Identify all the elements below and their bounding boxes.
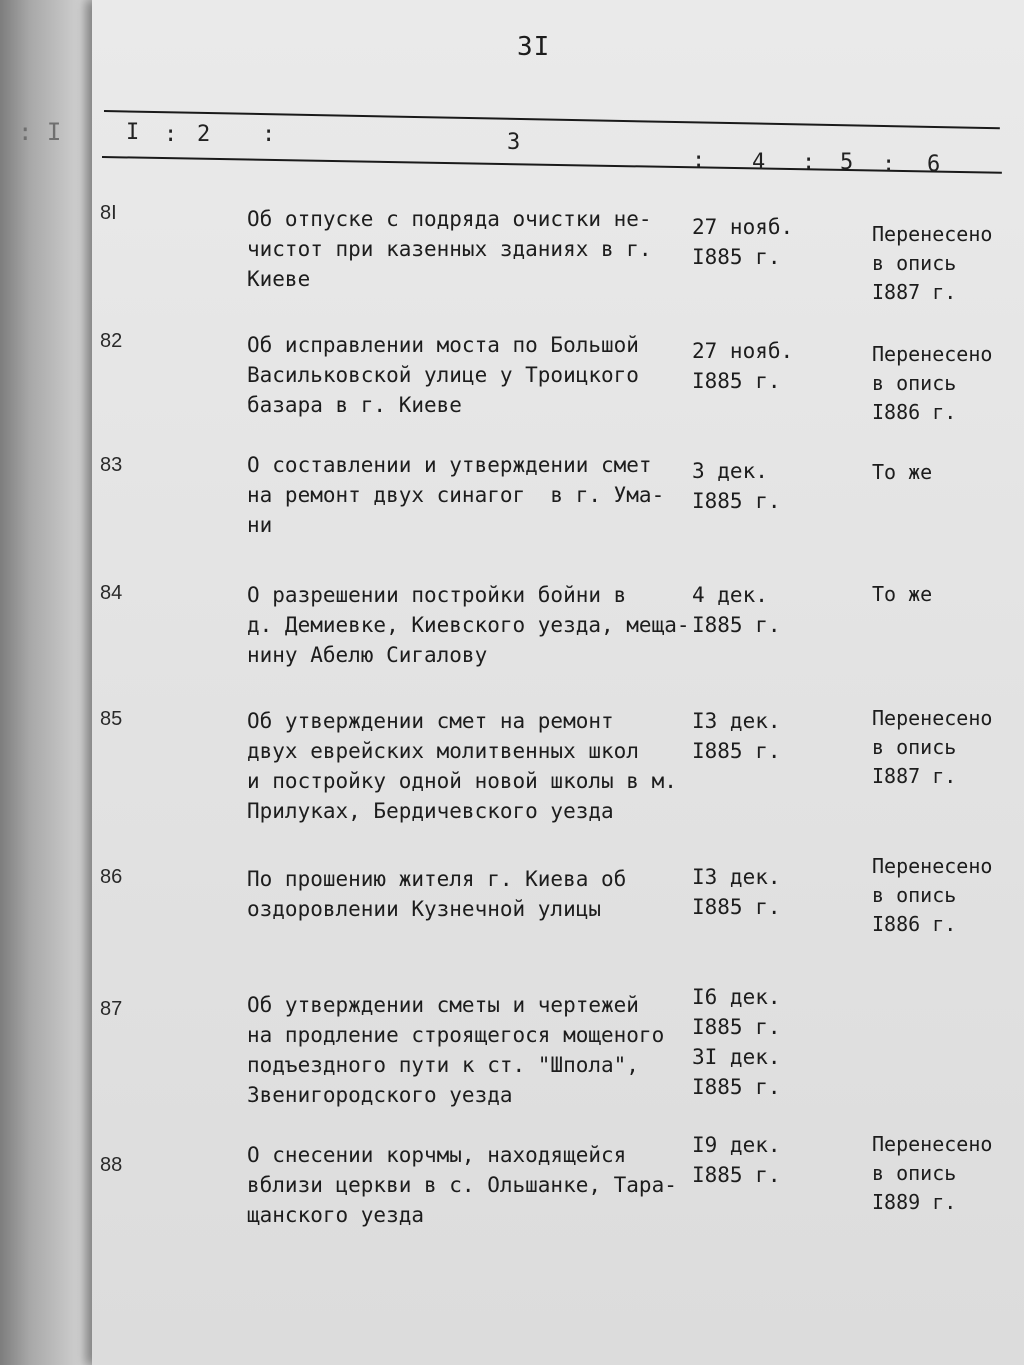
entry-description: Об утверждении смет на ремонт двух еврейских молитвенных школ и постройку одной новой школы в м. Прилуках, Бердичевского уезда [247,709,677,823]
header-rule-bottom [102,156,1002,174]
entry-description: О снесении корчмы, находящейся вблизи церкви в с. Ольшанке, Тара- щанского уезда [247,1143,677,1227]
column-header-2: 2 [197,122,211,147]
column-header-1: I [126,120,140,145]
entry-date: 3 дек. I885 г. [692,459,781,513]
underlying-page-mark: : I [18,118,62,146]
entry-date: I6 дек. I885 г. 3I дек. I885 г. [692,985,781,1099]
column-header-sep-5: : [882,152,896,177]
entry-number: 87 [100,998,123,1020]
column-header-5: 5 [840,150,854,175]
entry-date: 27 нояб. I885 г. [692,339,794,393]
column-header-3: 3 [507,130,521,155]
entry-description: О составлении и утверждении смет на ремонт двух синагог в г. Ума- ни [247,453,665,537]
entry-note: Перенесено в опись I889 г. [872,1132,993,1214]
entry-description: Об утверждении сметы и чертежей на продление строящегося мощеного подъездного пути к ст. "Шпола", Звенигородского уезда [247,993,665,1107]
entry-number: 8I [100,202,117,224]
column-header-sep-4: : [802,150,816,175]
page-number: 3I [517,32,551,62]
entry-description: По прошению жителя г. Киева об оздоровлении Кузнечной улицы [247,867,627,921]
column-header-sep-1: : [164,122,178,147]
entry-description: Об отпуске с подряда очистки не- чистот при казенных зданиях в г. Киеве [247,207,652,291]
entry-note: Перенесено в опись I886 г. [872,854,993,936]
entry-note: Перенесено в опись I886 г. [872,342,993,424]
entry-date: I3 дек. I885 г. [692,709,781,763]
column-header-sep-3: : [692,148,706,173]
entry-description: Об исправлении моста по Большой Васильковской улице у Троицкого базара в г. Киеве [247,333,639,417]
entry-note: Перенесено в опись I887 г. [872,706,993,788]
entry-number: 88 [100,1154,123,1176]
column-header-4: 4 [752,150,766,175]
entry-description: О разрешении постройки бойни в д. Демиевке, Киевского уезда, меща- нину Абелю Сигалову [247,583,690,667]
entry-number: 85 [100,708,123,730]
entry-number: 84 [100,582,123,604]
entry-date: I9 дек. I885 г. [692,1133,781,1187]
entry-number: 86 [100,866,123,888]
header-rule-top [104,110,1000,129]
column-header-6: 6 [927,152,941,177]
entry-number: 83 [100,454,123,476]
entry-date: I3 дек. I885 г. [692,865,781,919]
entry-date: 27 нояб. I885 г. [692,215,794,269]
entry-note: То же [872,582,933,606]
entry-note: То же [872,460,933,484]
entry-date: 4 дек. I885 г. [692,583,781,637]
entry-note: Перенесено в опись I887 г. [872,222,993,304]
archive-inventory-page [92,0,1024,1365]
entry-number: 82 [100,330,123,352]
column-header-sep-2: : [262,122,276,147]
